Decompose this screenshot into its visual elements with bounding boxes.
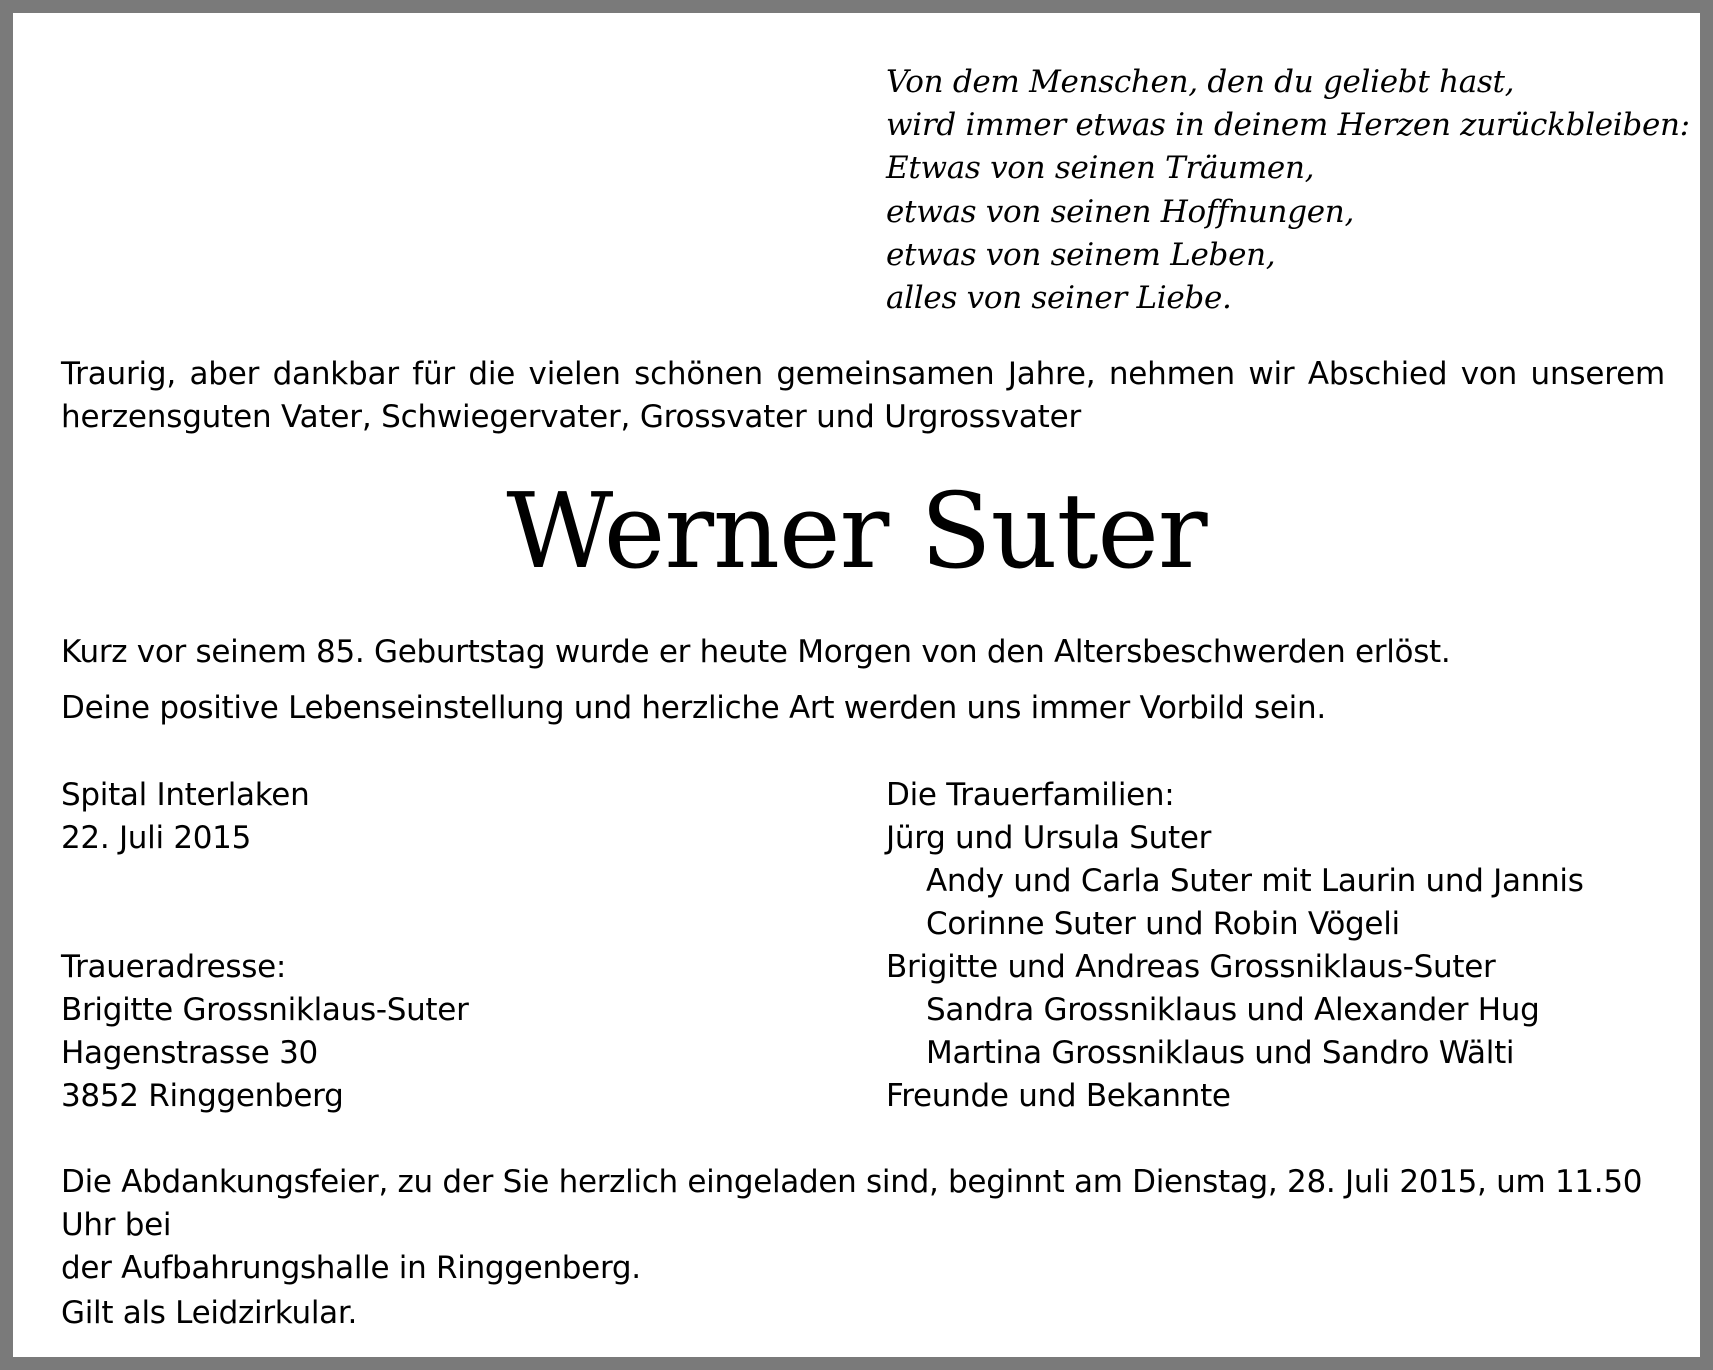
ceremony-line: Die Abdankungsfeier, zu der Sie herzlich eingeladen sind, beginnt am Dienstag, 28. Juli 2015, um 11.50 Uhr bei	[61, 1164, 1643, 1243]
poem	[886, 61, 1690, 320]
place-date-block	[61, 774, 309, 860]
intro-text	[61, 353, 1665, 439]
deceased-name: Werner Suter	[506, 470, 1207, 592]
poem-line: Etwas von seinen Träumen,	[886, 150, 1315, 187]
address-city: 3852 Ringgenberg	[61, 1078, 344, 1114]
family-member: Sandra Grossniklaus und Alexander Hug	[926, 992, 1540, 1028]
message-line: Kurz vor seinem 85. Geburtstag wurde er heute Morgen von den Altersbeschwerden erlöst.	[61, 634, 1451, 670]
place: Spital Interlaken	[61, 777, 310, 813]
family-member: Martina Grossniklaus und Sandro Wälti	[926, 1035, 1515, 1071]
obituary-notice	[13, 13, 1700, 1357]
circular-note: Gilt als Leidzirkular.	[61, 1295, 357, 1331]
address-label: Traueradresse:	[61, 949, 287, 985]
address-name: Brigitte Grossniklaus-Suter	[61, 992, 469, 1028]
families-block	[886, 774, 1584, 1118]
poem-line: alles von seiner Liebe.	[886, 280, 1232, 317]
poem-line: wird immer etwas in deinem Herzen zurückbleiben:	[886, 107, 1690, 144]
address-street: Hagenstrasse 30	[61, 1035, 318, 1071]
poem-line: etwas von seinen Hoffnungen,	[886, 193, 1355, 230]
family-member: Andy und Carla Suter mit Laurin und Jannis	[926, 863, 1584, 899]
date: 22. Juli 2015	[61, 820, 252, 856]
intro-line: herzensguten Vater, Schwiegervater, Grossvater und Urgrossvater	[61, 399, 1082, 435]
family-member: Freunde und Bekannte	[886, 1078, 1231, 1114]
family-member: Corinne Suter und Robin Vögeli	[926, 906, 1400, 942]
message-line: Deine positive Lebenseinstellung und herzliche Art werden uns immer Vorbild sein.	[61, 690, 1326, 726]
ceremony-text	[61, 1161, 1665, 1290]
intro-line: Traurig, aber dankbar für die vielen schönen gemeinsamen Jahre, nehmen wir Abschied von unserem	[61, 356, 1665, 392]
families-label: Die Trauerfamilien:	[886, 777, 1175, 813]
mourning-address-block	[61, 946, 469, 1118]
ceremony-line: der Aufbahrungshalle in Ringgenberg.	[61, 1250, 641, 1286]
poem-line: etwas von seinem Leben,	[886, 236, 1276, 273]
poem-line: Von dem Menschen, den du geliebt hast,	[886, 64, 1515, 100]
family-member: Brigitte und Andreas Grossniklaus-Suter	[886, 949, 1496, 985]
family-member: Jürg und Ursula Suter	[886, 820, 1212, 856]
